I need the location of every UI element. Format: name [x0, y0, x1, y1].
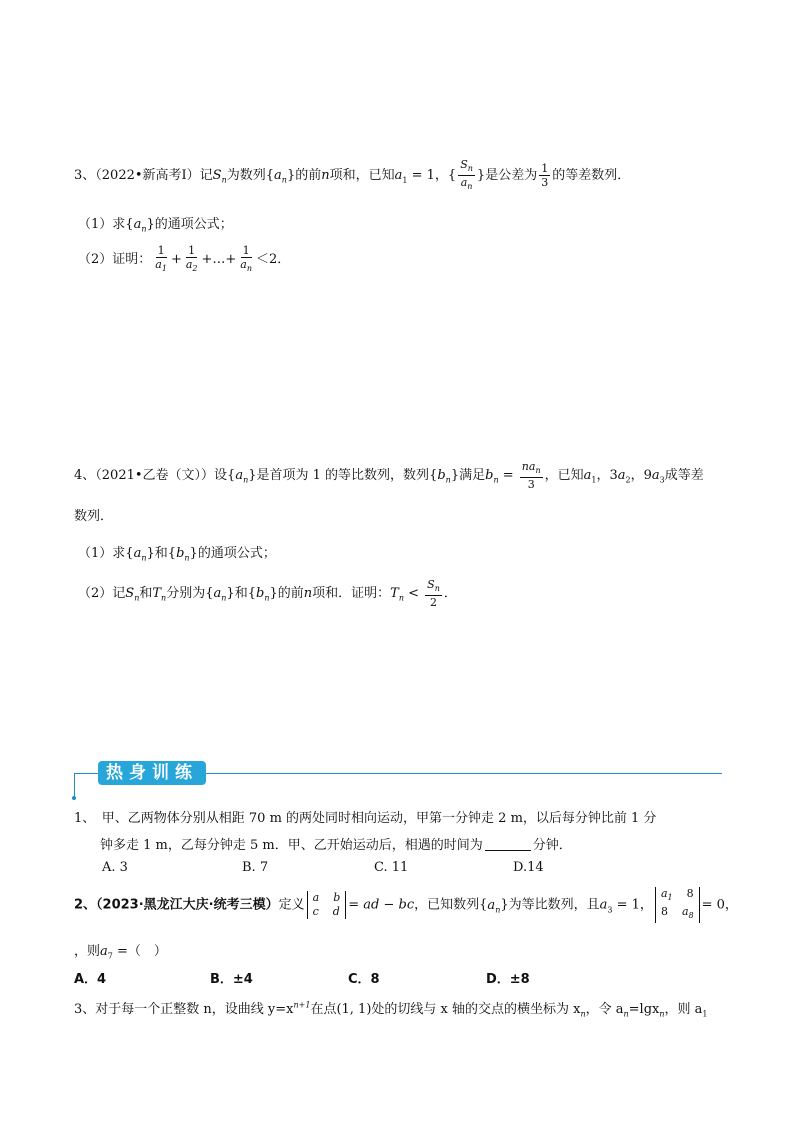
q4-line1: 4、（2021•乙卷（文））设$\{a_n\}$是首项为 1 的等比数列，数列$\{b_n\}$满足$b_n$ = $\frac{na_n}{3}$ ，已知$a_1$，$3a_2$，$9a_3$成等差: [74, 460, 704, 492]
banner-dot: [72, 796, 76, 800]
q4-line2: 数列．: [74, 509, 114, 524]
q4-part1: （1）求$\{a_n\}$和$\{b_n\}$的通项公式；: [78, 546, 276, 563]
q3-line1: 3、（2022•新高考Ⅰ）记$S_n$为数列$\{a_n\}$的前n项和，已知$a_1 = 1$，{ $\frac{S_n}{a_n}$ }是公差为 $\frac{1}{3}$ 的等差数列．: [74, 158, 631, 192]
q3-part1: （1）求$\{a_n\}$的通项公式；: [78, 217, 233, 234]
q4-part2: （2）记$S_n$和$T_n$分别为$\{a_n\}$和$\{b_n\}$的前n项和．证明：$T_n$ < $\frac{S_n}{2}$ ．: [78, 578, 457, 610]
w2-option-a: A．4: [74, 972, 107, 987]
w1-option-a: A. 3: [102, 860, 128, 875]
w2-line2: ，则$a_7$ =（ ）: [74, 944, 167, 961]
q3-part2: （2）证明： $\frac{1}{a_1}$ + $\frac{1}{a_2}$ +…+ $\frac{1}{a_n}$ ＜2．: [78, 244, 291, 274]
w2-line1: 2、（2023·黑龙江大庆·统考三模）定义 a b c d = ad − bc，已知数列$\{a_n\}$为等比数列，且$a_3 = 1$， $a_1$ 8 8 $a_8$ = 0，: [74, 887, 738, 923]
w1-option-c: C. 11: [374, 860, 409, 875]
w1-option-b: B. 7: [242, 860, 269, 875]
w2-option-d: D．±8: [486, 972, 530, 987]
section-banner: [74, 760, 722, 800]
w1-line2: 钟多走 1 m，乙每分钟走 5 m．甲、乙开始运动后，相遇的时间为 分钟．: [100, 838, 572, 853]
banner-label: 热身训练: [98, 761, 206, 785]
w2-option-b: B．±4: [210, 972, 253, 987]
w2-option-c: C．8: [348, 972, 380, 987]
answer-blank: [485, 850, 531, 851]
w1-line1: 1、 甲、乙两物体分别从相距 70 m 的两处同时相向运动，甲第一分钟走 2 m，以后每分钟比前 1 分: [74, 811, 657, 826]
w3-line1: 3、对于每一个正整数 n，设曲线 $y=x^{n+1}$在点(1, 1)处的切线与 x 轴的交点的横坐标为 $x_n$，令 $a_n=\lg x_n$，则 $a_1$: [74, 1000, 708, 1019]
w1-option-d: D.14: [513, 860, 544, 875]
